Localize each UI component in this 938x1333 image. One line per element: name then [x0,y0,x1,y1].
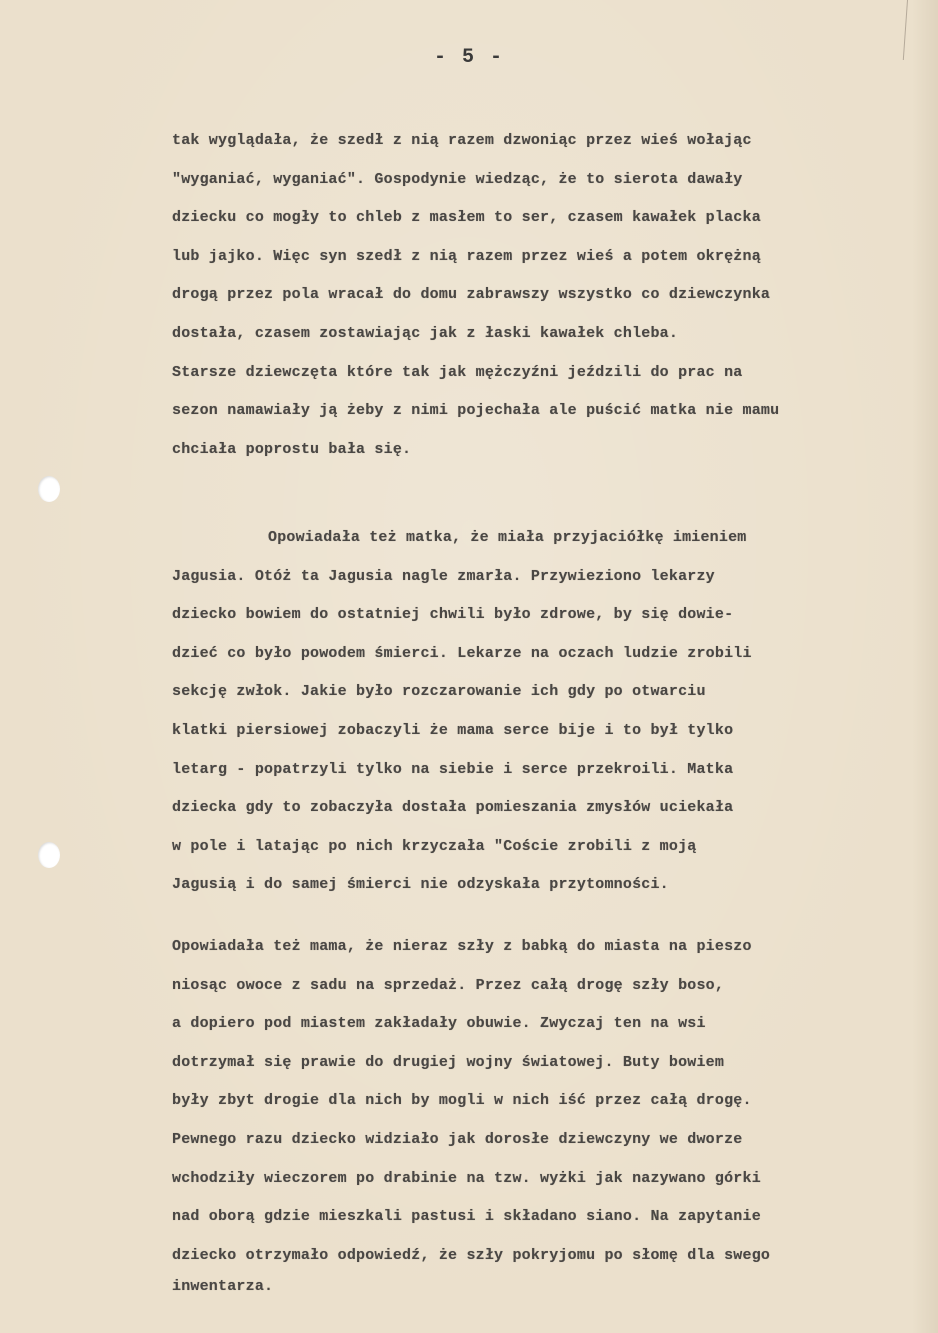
text-line: dziecku co mogły to chleb z masłem to ser, czasem kawałek placka [172,209,761,227]
paragraph-2 [172,519,924,905]
text-line: letarg - popatrzyli tylko na siebie i serce przekroili. Matka [172,760,734,778]
paragraph-1 [172,122,924,469]
text-line: sekcję zwłok. Jakie było rozczarowanie ich gdy po otwarciu [172,683,706,701]
text-line: sezon namawiały ją żeby z nimi pojechała ale puścić matka nie mamu [172,402,780,420]
text-line: Pewnego razu dziecko widziało jak dorosłe dziewczyny we dworze [172,1130,743,1148]
text-line: w pole i latając po nich krzyczała "Coście zrobili z moją [172,837,697,855]
text-line: niosąc owoce z sadu na sprzedaż. Przez całą drogę szły boso, [172,976,725,994]
text-line: dotrzymał się prawie do drugiej wojny światowej. Buty bowiem [172,1053,725,1071]
text-line: tak wyglądała, że szedł z nią razem dzwoniąc przez wieś wołając [172,132,752,149]
text-line: drogą przez pola wracał do domu zabrawszy wszystko co dziewczynka [172,286,771,304]
text-line: dzieć co było powodem śmierci. Lekarze na oczach ludzie zrobili [172,644,752,662]
text-line: "wyganiać, wyganiać". Gospodynie wiedząc, że to sierota dawały [172,170,743,188]
text-line: Opowiadała też matka, że miała przyjaciółkę imieniem [268,529,747,546]
text-line: lub jajko. Więc syn szedł z nią razem przez wieś a potem okrężną [172,247,761,265]
text-line: dziecko bowiem do ostatniej chwili było zdrowe, by się dowie- [172,606,734,624]
text-line: wchodziły wieczorem po drabinie na tzw. wyżki jak nazywano górki [172,1169,761,1187]
text-line: chciała poprostu bała się. [172,440,412,458]
text-line: nad oborą gdzie mieszkali pastusi i składano siano. Na zapytanie [172,1208,761,1226]
text-line: a dopiero pod miastem zakładały obuwie. Zwyczaj ten na wsi [172,1015,706,1033]
text-line: dziecka gdy to zobaczyła dostała pomieszania zmysłów uciekała [172,799,734,817]
punch-hole-top [38,476,60,502]
text-line: Opowiadała też mama, że nieraz szły z babką do miasta na pieszo [172,938,752,955]
page-number: - 5 - [433,46,504,69]
text-line: inwentarza. [172,1278,274,1296]
text-line: klatki piersiowej zobaczyli że mama serce bije i to był tylko [172,721,734,739]
text-line: dziecko otrzymało odpowiedź, że szły pokryjomu po słomę dla swego [172,1246,771,1264]
text-line: Starsze dziewczęta które tak jak mężczyźni jeździli do prac na [172,363,743,381]
text-line: Jagusią i do samej śmierci nie odzyskała przytomności. [172,876,669,894]
text-line: Jagusia. Otóż ta Jagusia nagle zmarła. Przywieziono lekarzy [172,567,715,585]
text-line: były zbyt drogie dla nich by mogli w nich iść przez całą drogę. [172,1092,752,1110]
paragraph-3 [172,928,924,1299]
punch-hole-bottom [38,842,60,868]
text-line: dostała, czasem zostawiając jak z łaski kawałek chleba. [172,324,679,342]
